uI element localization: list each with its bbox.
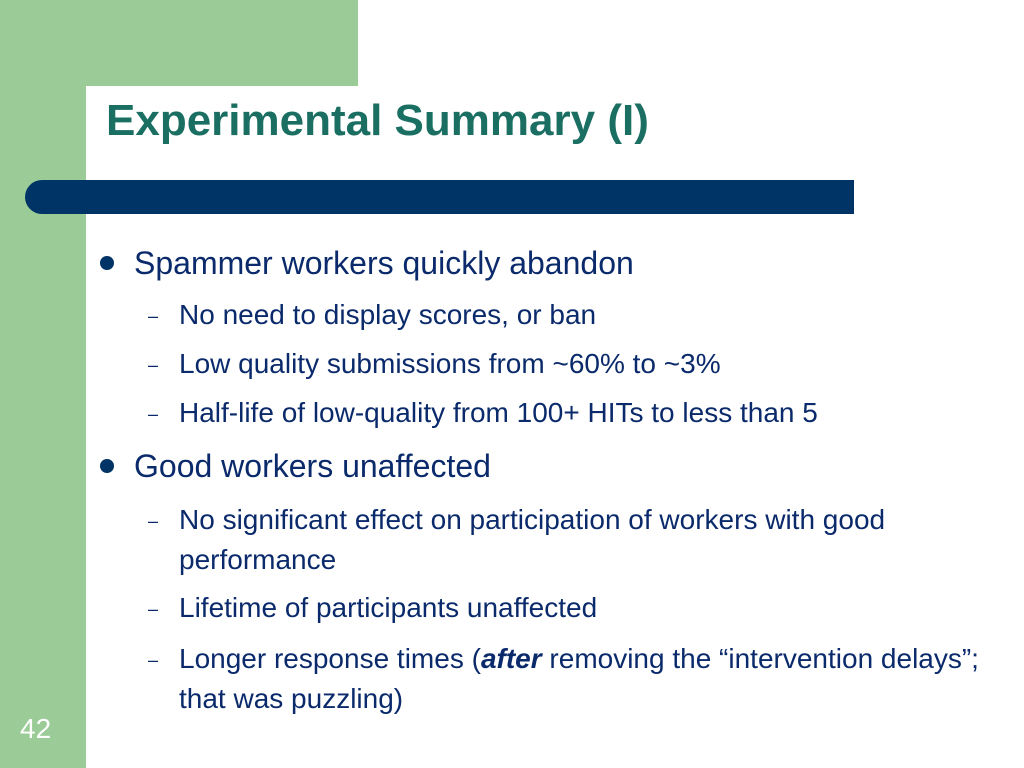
sub-bullet-text: Half-life of low-quality from 100+ HITs to less than 5: [179, 397, 818, 428]
dash-icon: –: [148, 511, 159, 531]
dash-icon: –: [148, 599, 159, 619]
dash-icon: –: [148, 306, 159, 326]
sub-bullet-text-before: Longer response times (: [179, 643, 481, 674]
sub-bullet-text: No significant effect on participation of workers with good performance: [179, 504, 886, 575]
dash-icon: –: [148, 650, 159, 670]
sub-bullet-text: Low quality submissions from ~60% to ~3%: [179, 348, 721, 379]
bullet-dot-icon: [100, 256, 114, 270]
dash-icon: –: [148, 355, 159, 375]
slide-title: Experimental Summary (I): [106, 96, 649, 145]
page-number: 42: [20, 713, 52, 744]
bullet-text: Spammer workers quickly abandon: [134, 245, 634, 281]
sub-bullet-text: Lifetime of participants unaffected: [179, 592, 598, 623]
sub-bullet-text: [179, 639, 979, 719]
bullet-text: Good workers unaffected: [134, 448, 491, 484]
sub-bullet-text-after: removing the “intervention delays”; that was puzzling): [179, 643, 979, 714]
emphasis-text: after: [480, 643, 542, 674]
bullet-dot-icon: [100, 459, 114, 473]
sub-bullet-text: No need to display scores, or ban: [179, 299, 597, 330]
dash-icon: –: [148, 404, 159, 424]
